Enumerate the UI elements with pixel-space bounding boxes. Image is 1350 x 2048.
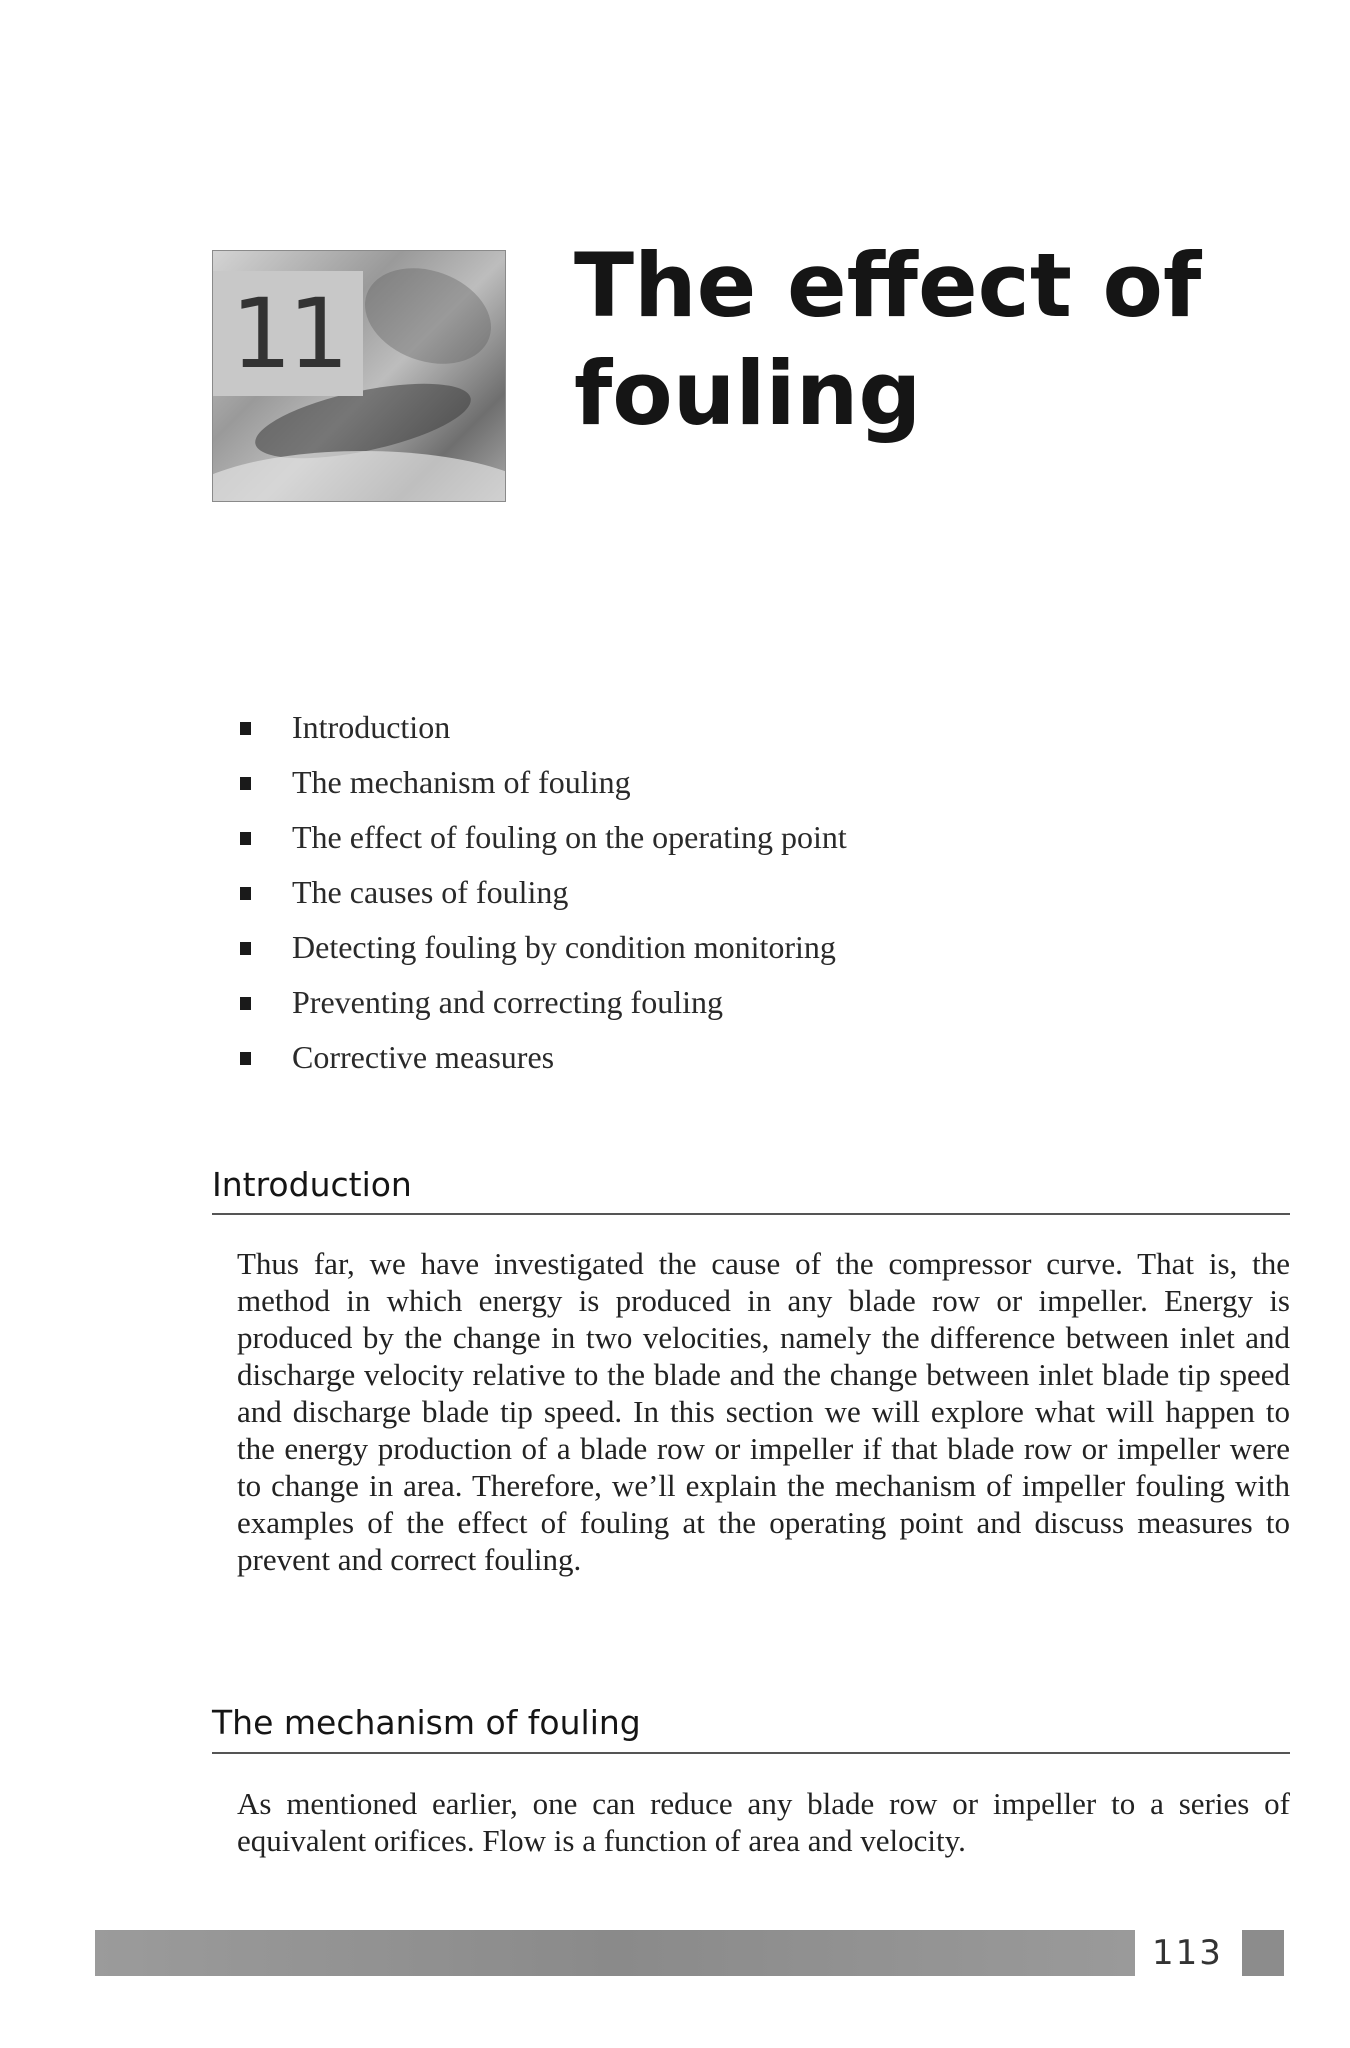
section-rule bbox=[212, 1213, 1290, 1215]
chapter-title-line-2: fouling bbox=[574, 342, 922, 445]
chapter-contents-list bbox=[236, 700, 847, 1085]
footer-marker bbox=[1242, 1930, 1284, 1976]
contents-item: Detecting fouling by condition monitoring bbox=[236, 920, 847, 975]
mechanism-paragraph: As mentioned earlier, one can reduce any blade row or impeller to a series of equivalent orifices. Flow is a function of area and velocity. bbox=[237, 1786, 1290, 1858]
impeller-hub-shape bbox=[212, 451, 506, 502]
contents-item: The causes of fouling bbox=[236, 865, 847, 920]
chapter-title-line-1: The effect of bbox=[574, 234, 1202, 337]
chapter-opener-image bbox=[212, 250, 506, 502]
contents-item: Preventing and correcting fouling bbox=[236, 975, 847, 1030]
contents-item: The mechanism of fouling bbox=[236, 755, 847, 810]
footer-bar bbox=[95, 1930, 1135, 1976]
contents-item: Corrective measures bbox=[236, 1030, 847, 1085]
page-number: 113 bbox=[1152, 1933, 1223, 1973]
section-heading-introduction: Introduction bbox=[212, 1165, 412, 1204]
contents-item: Introduction bbox=[236, 700, 847, 755]
impeller-photo-detail bbox=[352, 251, 505, 380]
section-heading-mechanism: The mechanism of fouling bbox=[212, 1703, 641, 1742]
introduction-paragraph: Thus far, we have investigated the cause of the compressor curve. That is, the method in which energy is produced in any blade row or impeller. Energy is produced by the change in two velocities, namely the difference between inlet and discharge velocity relative to the blade and the change between inlet blade tip speed and discharge blade tip speed. In this section we will explore what will happen to the energy production of a blade row or impeller if that blade row or impeller were to change in area. Therefore, we’ll explain the mechanism of impeller fouling with examples of the effect of fouling at the operating point and discuss measures to prevent and correct fouling. bbox=[237, 1246, 1290, 1577]
section-rule bbox=[212, 1752, 1290, 1754]
contents-item: The effect of fouling on the operating point bbox=[236, 810, 847, 865]
chapter-number: 11 bbox=[213, 271, 363, 396]
chapter-title bbox=[574, 232, 1201, 448]
